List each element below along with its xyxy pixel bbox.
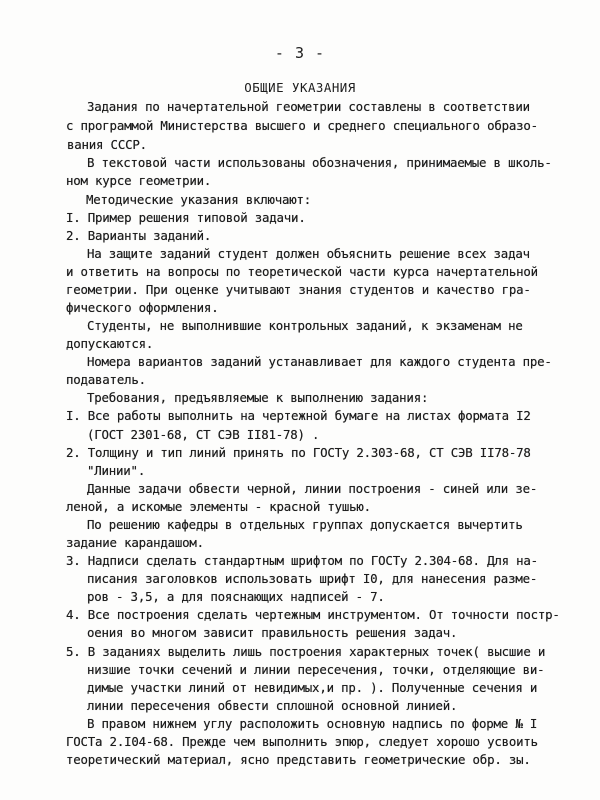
- page-number: - 3 -: [274, 44, 326, 62]
- text-line: теоретический материал, ясно представить геометрические обр. зы.: [66, 752, 531, 767]
- text-line: В правом нижнем углу расположить основную надпись по форме № I: [87, 716, 538, 731]
- text-line: оения во многом зависит правильность решения задач.: [87, 625, 458, 640]
- text-line: В текстовой части использованы обозначения, принимаемые в школь-: [87, 155, 552, 170]
- text-line: 4. Все построения сделать чертежным инструментом. От точности постр-: [66, 607, 560, 622]
- section-heading: ОБЩИЕ УКАЗАНИЯ: [244, 80, 356, 95]
- text-line: геометрии. При оценке учитывают знания студентов и качество гра-: [66, 282, 531, 297]
- text-line: димые участки линий от невидимых,и пр. ). Полученные сечения и: [87, 680, 538, 695]
- text-line: подаватель.: [66, 372, 146, 387]
- text-line: 3. Надписи сделать стандартным шрифтом по ГОСТу 2.304-68. Для на-: [66, 553, 538, 568]
- text-line: На защите заданий студент должен объяснить решение всех задач: [87, 246, 530, 261]
- text-line: 2. Толщину и тип линий принять по ГОСТу 2.303-68, СТ СЭВ II78-78: [66, 445, 531, 460]
- text-line: I. Все работы выполнить на чертежной бумаге на листах формата I2: [66, 408, 531, 423]
- text-line: ном курсе геометрии.: [66, 173, 212, 188]
- text-line: допускаются.: [66, 336, 154, 351]
- text-line: "Линии".: [87, 463, 146, 478]
- text-line: (ГОСТ 2301-68, СТ СЭВ II81-78) .: [87, 427, 320, 442]
- text-line: ров - 3,5, а для пояснающих надписей - 7.: [87, 589, 385, 604]
- text-line: фического оформления.: [66, 300, 219, 315]
- text-line: Требования, предъявляемые к выполнению задания:: [87, 390, 429, 405]
- text-line: ГОСТа 2.I04-68. Прежде чем выполнить эпюр, следует хорошо усвоить: [66, 734, 538, 749]
- text-line: Задания по начертательной геометрии составлены в соответствии: [87, 99, 530, 114]
- text-line: I. Пример решения типовой задачи.: [66, 210, 306, 225]
- text-line: писания заголовков использовать шрифт I0, для нанесения разме-: [87, 571, 538, 586]
- text-line: Данные задачи обвести черной, линии построения - синей или зе-: [87, 481, 538, 496]
- text-line: Методические указания включают:: [86, 192, 312, 207]
- text-line: линии пересечения обвести сплошной основной линией.: [87, 698, 458, 713]
- text-line: вания СССР.: [67, 137, 147, 152]
- text-line: низшие точки сечений и линии пересечения, точки, отделяющие ви-: [87, 662, 545, 677]
- text-line: 2. Варианты заданий.: [66, 228, 212, 243]
- text-line: 5. В заданиях выделить лишь построения характерных точек( высшие и: [66, 644, 546, 659]
- text-line: По решению кафедры в отдельных группах допускается вычертить: [87, 517, 523, 532]
- text-line: Номера вариантов заданий устанавливает для каждого студента пре-: [87, 354, 552, 369]
- text-line: и ответить на вопросы по теоретической части курса начертательной: [66, 264, 538, 279]
- text-line: Студенты, не выполнившие контрольных заданий, к экзаменам не: [87, 318, 523, 333]
- text-line: леной, а искомые элементы - красной тушью.: [66, 499, 371, 514]
- text-line: с программой Министерства высшего и среднего специального образо-: [66, 118, 538, 133]
- text-line: задание карандашом.: [66, 535, 204, 550]
